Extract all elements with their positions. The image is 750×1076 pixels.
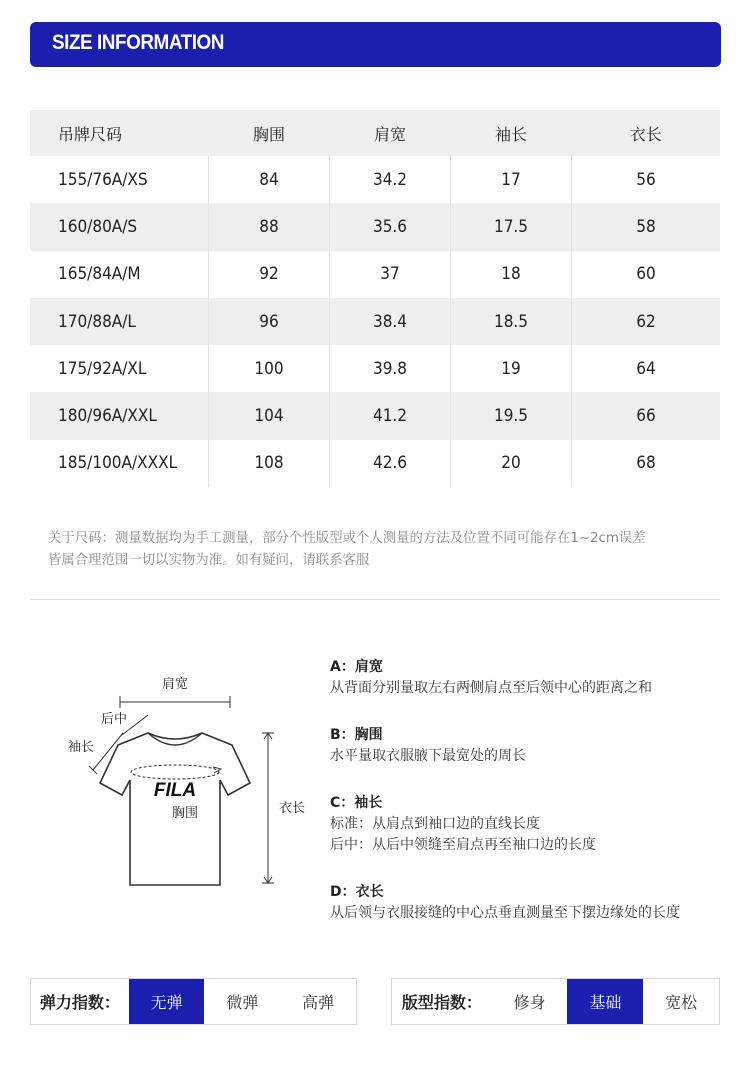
table-row <box>30 392 720 439</box>
definition-text: 标准：从肩点到袖口边的直线长度 <box>330 816 540 832</box>
cell-chest: 88 <box>209 203 330 250</box>
cell-shoulder: 38.4 <box>330 298 451 345</box>
sleeve-label: 袖长 <box>67 740 95 755</box>
cell-size: 160/80A/S <box>30 203 209 250</box>
cell-size: 155/76A/XS <box>30 156 209 203</box>
cell-length: 68 <box>636 453 656 474</box>
col-header-chest: 胸围 <box>252 124 285 144</box>
definition-text: 水平量取衣服腋下最宽处的周长 <box>330 748 526 764</box>
cell-sleeve: 19.5 <box>451 392 572 439</box>
table-row <box>30 298 720 345</box>
cell-length: 58 <box>636 216 656 237</box>
cell-sleeve: 17 <box>451 156 572 203</box>
cell-shoulder: 35.6 <box>330 203 451 250</box>
table-row <box>30 345 720 392</box>
back-center-label: 后中 <box>100 712 128 727</box>
cell-chest: 104 <box>209 392 330 439</box>
cell-sleeve: 20 <box>451 440 572 487</box>
divider <box>30 599 720 600</box>
cell-chest: 84 <box>209 156 330 203</box>
cell-sleeve: 17.5 <box>451 203 572 250</box>
definition-sleeve <box>330 792 730 856</box>
cell-shoulder: 39.8 <box>330 345 451 392</box>
cell-shoulder: 42.6 <box>330 440 451 487</box>
cell-chest: 108 <box>209 440 330 487</box>
cell-length: 64 <box>636 358 656 379</box>
note-line: 皆属合理范围一切以实物为准。如有疑问，请联系客服 <box>48 553 370 568</box>
fit-option-slim[interactable]: 修身 <box>513 993 546 1012</box>
elasticity-label: 弹力指数： <box>39 993 120 1012</box>
definition-title: C：袖长 <box>330 795 383 811</box>
cell-sleeve: 19 <box>451 345 572 392</box>
cell-size: 170/88A/L <box>30 298 209 345</box>
col-header-length: 衣长 <box>629 124 662 144</box>
chest-label: 胸围 <box>171 806 199 821</box>
cell-sleeve: 18 <box>451 251 572 298</box>
cell-size: 185/100A/XXXL <box>30 440 209 487</box>
definition-text: 后中：从后中领缝至肩点再至袖口边的长度 <box>330 837 596 853</box>
cell-chest: 92 <box>209 251 330 298</box>
measurement-note <box>48 528 728 572</box>
fit-option-loose[interactable]: 宽松 <box>665 993 698 1012</box>
definition-title: D：衣长 <box>330 884 384 900</box>
page-title: SIZE INFORMATION <box>52 31 224 54</box>
definition-title: B：胸围 <box>330 727 383 743</box>
cell-shoulder: 34.2 <box>330 156 451 203</box>
table-row <box>30 156 720 203</box>
size-table <box>30 110 720 487</box>
cell-sleeve: 18.5 <box>451 298 572 345</box>
col-header-sleeve: 袖长 <box>494 124 527 144</box>
tshirt-diagram <box>50 665 320 895</box>
table-row <box>30 440 720 487</box>
cell-shoulder: 41.2 <box>330 392 451 439</box>
cell-length: 60 <box>636 264 656 285</box>
cell-length: 62 <box>636 311 656 332</box>
length-label: 衣长 <box>278 801 306 816</box>
table-row <box>30 251 720 298</box>
cell-length: 56 <box>636 169 656 190</box>
elasticity-option-high[interactable]: 高弹 <box>302 993 335 1012</box>
definition-shoulder <box>330 656 730 699</box>
note-line: 关于尺码：测量数据均为手工测量，部分个性版型或个人测量的方法及位置不同可能存在1~2cm误差 <box>48 531 646 546</box>
definition-text: 从背面分别量取左右两侧肩点至后领中心的距离之和 <box>330 680 652 696</box>
definition-title: A：肩宽 <box>330 659 383 675</box>
col-header-size: 吊牌尺码 <box>58 124 123 144</box>
fit-option-regular[interactable]: 基础 <box>567 979 643 1024</box>
cell-size: 175/92A/XL <box>30 345 209 392</box>
cell-shoulder: 37 <box>330 251 451 298</box>
header-bar <box>30 22 721 67</box>
elasticity-bar <box>30 978 357 1025</box>
fila-logo: FILA <box>153 780 197 801</box>
col-header-shoulder: 肩宽 <box>373 124 406 144</box>
cell-chest: 96 <box>209 298 330 345</box>
cell-size: 165/84A/M <box>30 251 209 298</box>
fit-label: 版型指数： <box>401 993 482 1012</box>
elasticity-option-slight[interactable]: 微弹 <box>226 993 259 1012</box>
definition-chest <box>330 724 730 767</box>
table-header-row <box>30 110 720 156</box>
cell-length: 66 <box>636 406 656 427</box>
cell-chest: 100 <box>209 345 330 392</box>
elasticity-option-none[interactable]: 无弹 <box>129 979 205 1024</box>
shoulder-label: 肩宽 <box>161 677 189 692</box>
definition-length <box>330 881 730 924</box>
definition-text: 从后领与衣服接缝的中心点垂直测量至下摆边缘处的长度 <box>330 905 680 921</box>
fit-bar <box>391 978 720 1025</box>
cell-size: 180/96A/XXL <box>30 392 209 439</box>
table-row <box>30 203 720 250</box>
